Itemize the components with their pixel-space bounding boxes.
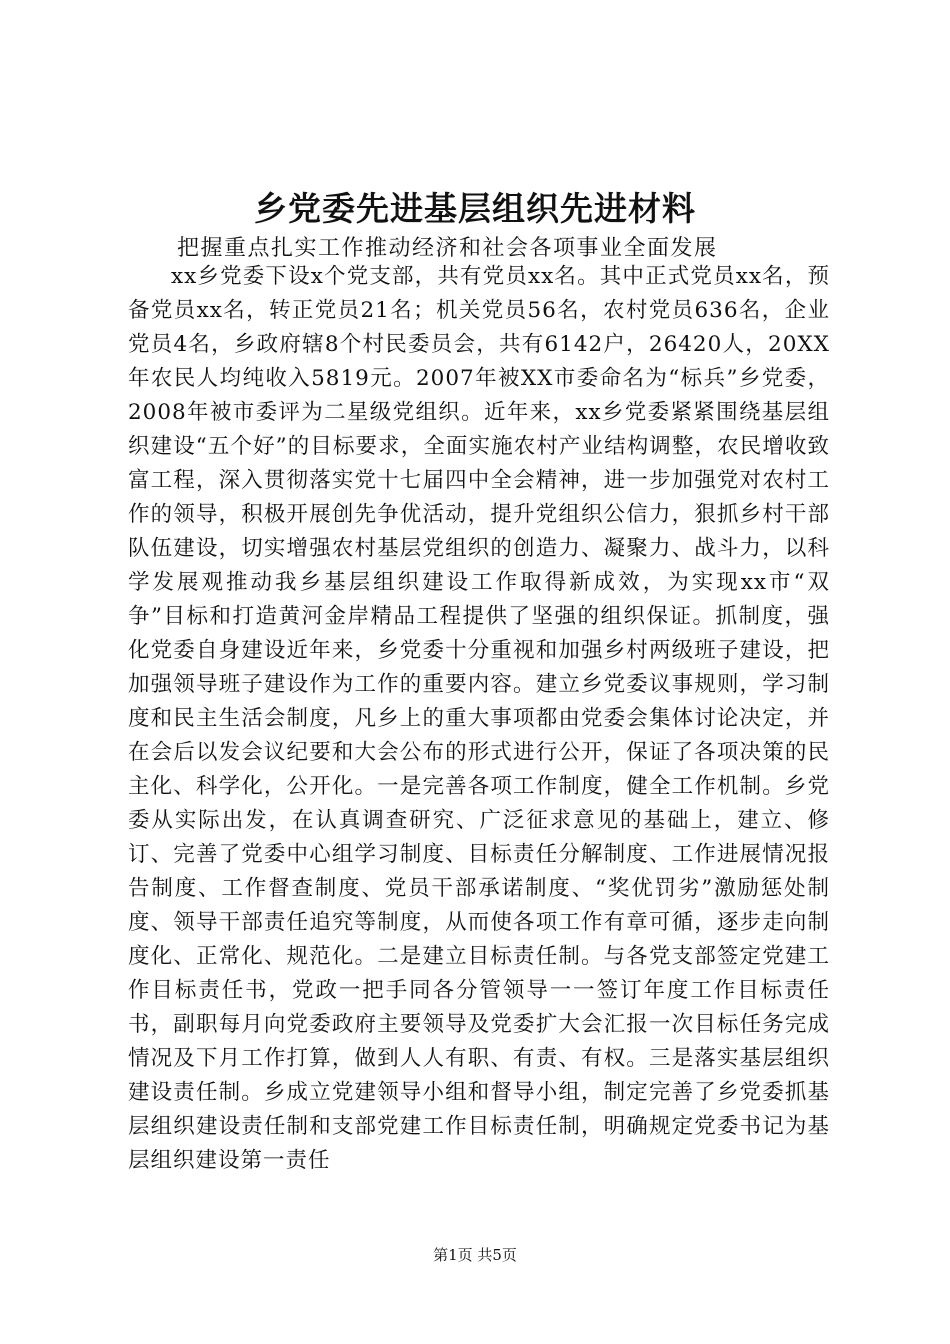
document-body: xx乡党委下设x个党支部，共有党员xx名。其中正式党员xx名，预备党员xx名，转正党员21名；机关党员56名，农村党员636名，企业党员4名，乡政府辖8个村民委员会，共有6142户，26420人，20XX年农民人均纯收入5819元。2007年被XX市委命名为“标兵”乡党委，2008年被市委评为二星级党组织。近年来，xx乡党委紧紧围绕基层组织建设“五个好”的目标要求，全面实施农村产业结构调整，农民增收致富工程，深入贯彻落实党十七届四中全会精神，进一步加强党对农村工作的领导，积极开展创先争优活动，提升党组织公信力，狠抓乡村干部队伍建设，切实增强农村基层党组织的创造力、凝聚力、战斗力，以科学发展观推动我乡基层组织建设工作取得新成效，为实现xx市“双争”目标和打造黄河金岸精品工程提供了坚强的组织保证。抓制度，强化党委自身建设近年来，乡党委十分重视和加强乡村两级班子建设，把加强领导班子建设作为工作的重要内容。建立乡党委议事规则，学习制度和民主生活会制度，凡乡上的重大事项都由党委会集体讨论决定，并在会后以发会议纪要和大会公布的形式进行公开，保证了各项决策的民主化、科学化，公开化。一是完善各项工作制度，健全工作机制。乡党委从实际出发，在认真调查研究、广泛征求意见的基础上，建立、修订、完善了党委中心组学习制度、目标责任分解制度、工作进展情况报告制度、工作督查制度、党员干部承诺制度、“奖优罚劣”激励惩处制度、领导干部责任追究等制度，从而使各项工作有章可循，逐步走向制度化、正常化、规范化。二是建立目标责任制。与各党支部签定党建工作目标责任书，党政一把手同各分管领导一一签订年度工作目标责任书，副职每月向党委政府主要领导及党委扩大会汇报一次目标任务完成情况及下月工作打算，做到人人有职、有责、有权。三是落实基层组织建设责任制。乡成立党建领导小组和督导小组，制定完善了乡党委抓基层组织建设责任制和支部党建工作目标责任制，明确规定党委书记为基层组织建设第一责任 [128, 264, 830, 1173]
document-title: 乡党委先进基层组织先进材料 [254, 189, 696, 228]
page-footer: 第1页 共5页 [433, 1246, 517, 1264]
document-subtitle: 把握重点扎实工作推动经济和社会各项事业全面发展 [177, 236, 718, 261]
